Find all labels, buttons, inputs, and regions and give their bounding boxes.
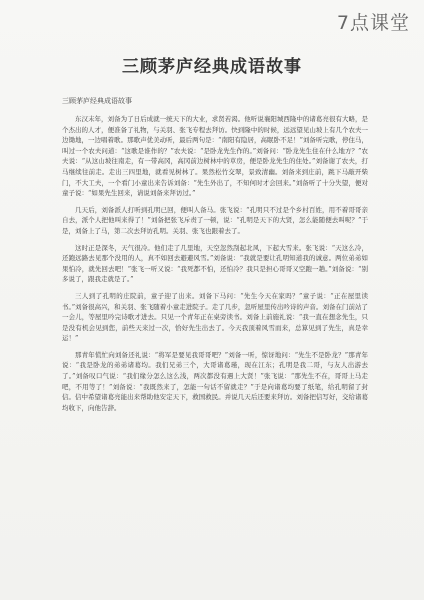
paragraph: 几天后，刘备派人打听到孔明已回，便叫人备马。张飞说：“孔明只不过是个乡村百姓，用不着哥哥亲自去，派个人把他叫来得了！”刘备把张飞斥责了一顿，说：“孔明是天下的大贤，怎么能随便去叫呢？”于是，刘备上了马，第二次去拜访孔明。关羽、张飞也跟着去了。 (62, 205, 368, 235)
document-body (62, 114, 368, 419)
page-title: 三顾茅庐经典成语故事 (122, 57, 302, 77)
paragraph: 东汉末年，刘备为了日后成就一统天下的大业，求贤若渴。他听说襄阳城西隆中的诸葛亮很有大略，是个杰出的人才，便准备了礼物，与关羽、张飞专程去拜访。快到隆中的时候，远远望见山坡上有几个农夫一边锄地，一边唱着歌。那歌声优美动听，最后两句是：“南阳有隐居，高眠卧不足！”刘备听完歌，停住马，叫过一个农夫问道：“这歌是谁作的？”农夫说：“是卧龙先生作的。”刘备问：“卧龙先生住在什么地方？”农夫说：“从这山坡往南走，有一带高冈，高冈前边树林中的草房，便是卧龙先生的住处。”刘备谢了农夫，打马继续往前走。走出三四里地，就看见树林了。果然松竹交翠，景致清幽。刘备来到庄前，跳下马敲开柴门，不大工夫，一个看门小童出来告诉刘备：“先生外出了，不知何时才会回来。”刘备听了十分失望，便对童子说：“如果先生回来，请说刘备来拜访过。” (62, 115, 368, 198)
paragraph: 这时正是深冬，天气很冷。他们走了几里地，天空忽然刮起北风，下起大雪来。张飞说：“天这么冷，还跑远路去见那个没用的人，真不如回去避避风雪。”刘备说：“我就是要让孔明知道我的诚意。两位弟弟如果怕冷，就先回去吧！”张飞一听又说：“我死都不怕，还怕冷？我只是担心哥哥又空跑一趟。”刘备说：“别多说了，跟我走就是了。” (62, 243, 368, 284)
paragraph: 三人到了孔明的庄院前，童子迎了出来。刘备下马问：“先生今天在家吗？”童子说：“正在屋里读书。”刘备很高兴，和关羽、张飞随着小童走进院子。走了几步，忽听屋里传出吟诗的声音。刘备在门前站了一会儿，等屋里吟完诗歌才进去。只见一个青年正在桌旁读书。刘备上前施礼说：“我一直在想念先生，只是没有机会见到您，前些天来过一次，恰好先生出去了。今天我顶着风雪而来，总算见到了先生，真是幸运！” (62, 291, 368, 343)
document-subtitle: 三顾茅庐经典成语故事 (62, 97, 132, 105)
paragraph: 那青年慌忙向刘备还礼说：“将军是要见我哥哥吧？”刘备一听，惊讶地问：“先生不是卧龙？”那青年说：“我是卧龙的弟弟诸葛均。我们兄弟三个，大哥诸葛瑾，现在江东；孔明是我二哥，与友人出游去了。”刘备叹口气说：“我们缘分怎么这么浅，两次都没有遇上大贤！”张飞说：“那先生不在，哥哥上马走吧，不用等了！”刘备说：“我既然来了，怎能一句话不留就走？”于是向诸葛均要了纸笔，给孔明留了封信。信中希望诸葛亮能出来帮助他安定天下，救国救民。并说几天后还要来拜访。刘备把信写好，交给诸葛均收下，向他告辞。 (62, 350, 368, 412)
watermark-logo: 7点课堂 (336, 12, 410, 34)
